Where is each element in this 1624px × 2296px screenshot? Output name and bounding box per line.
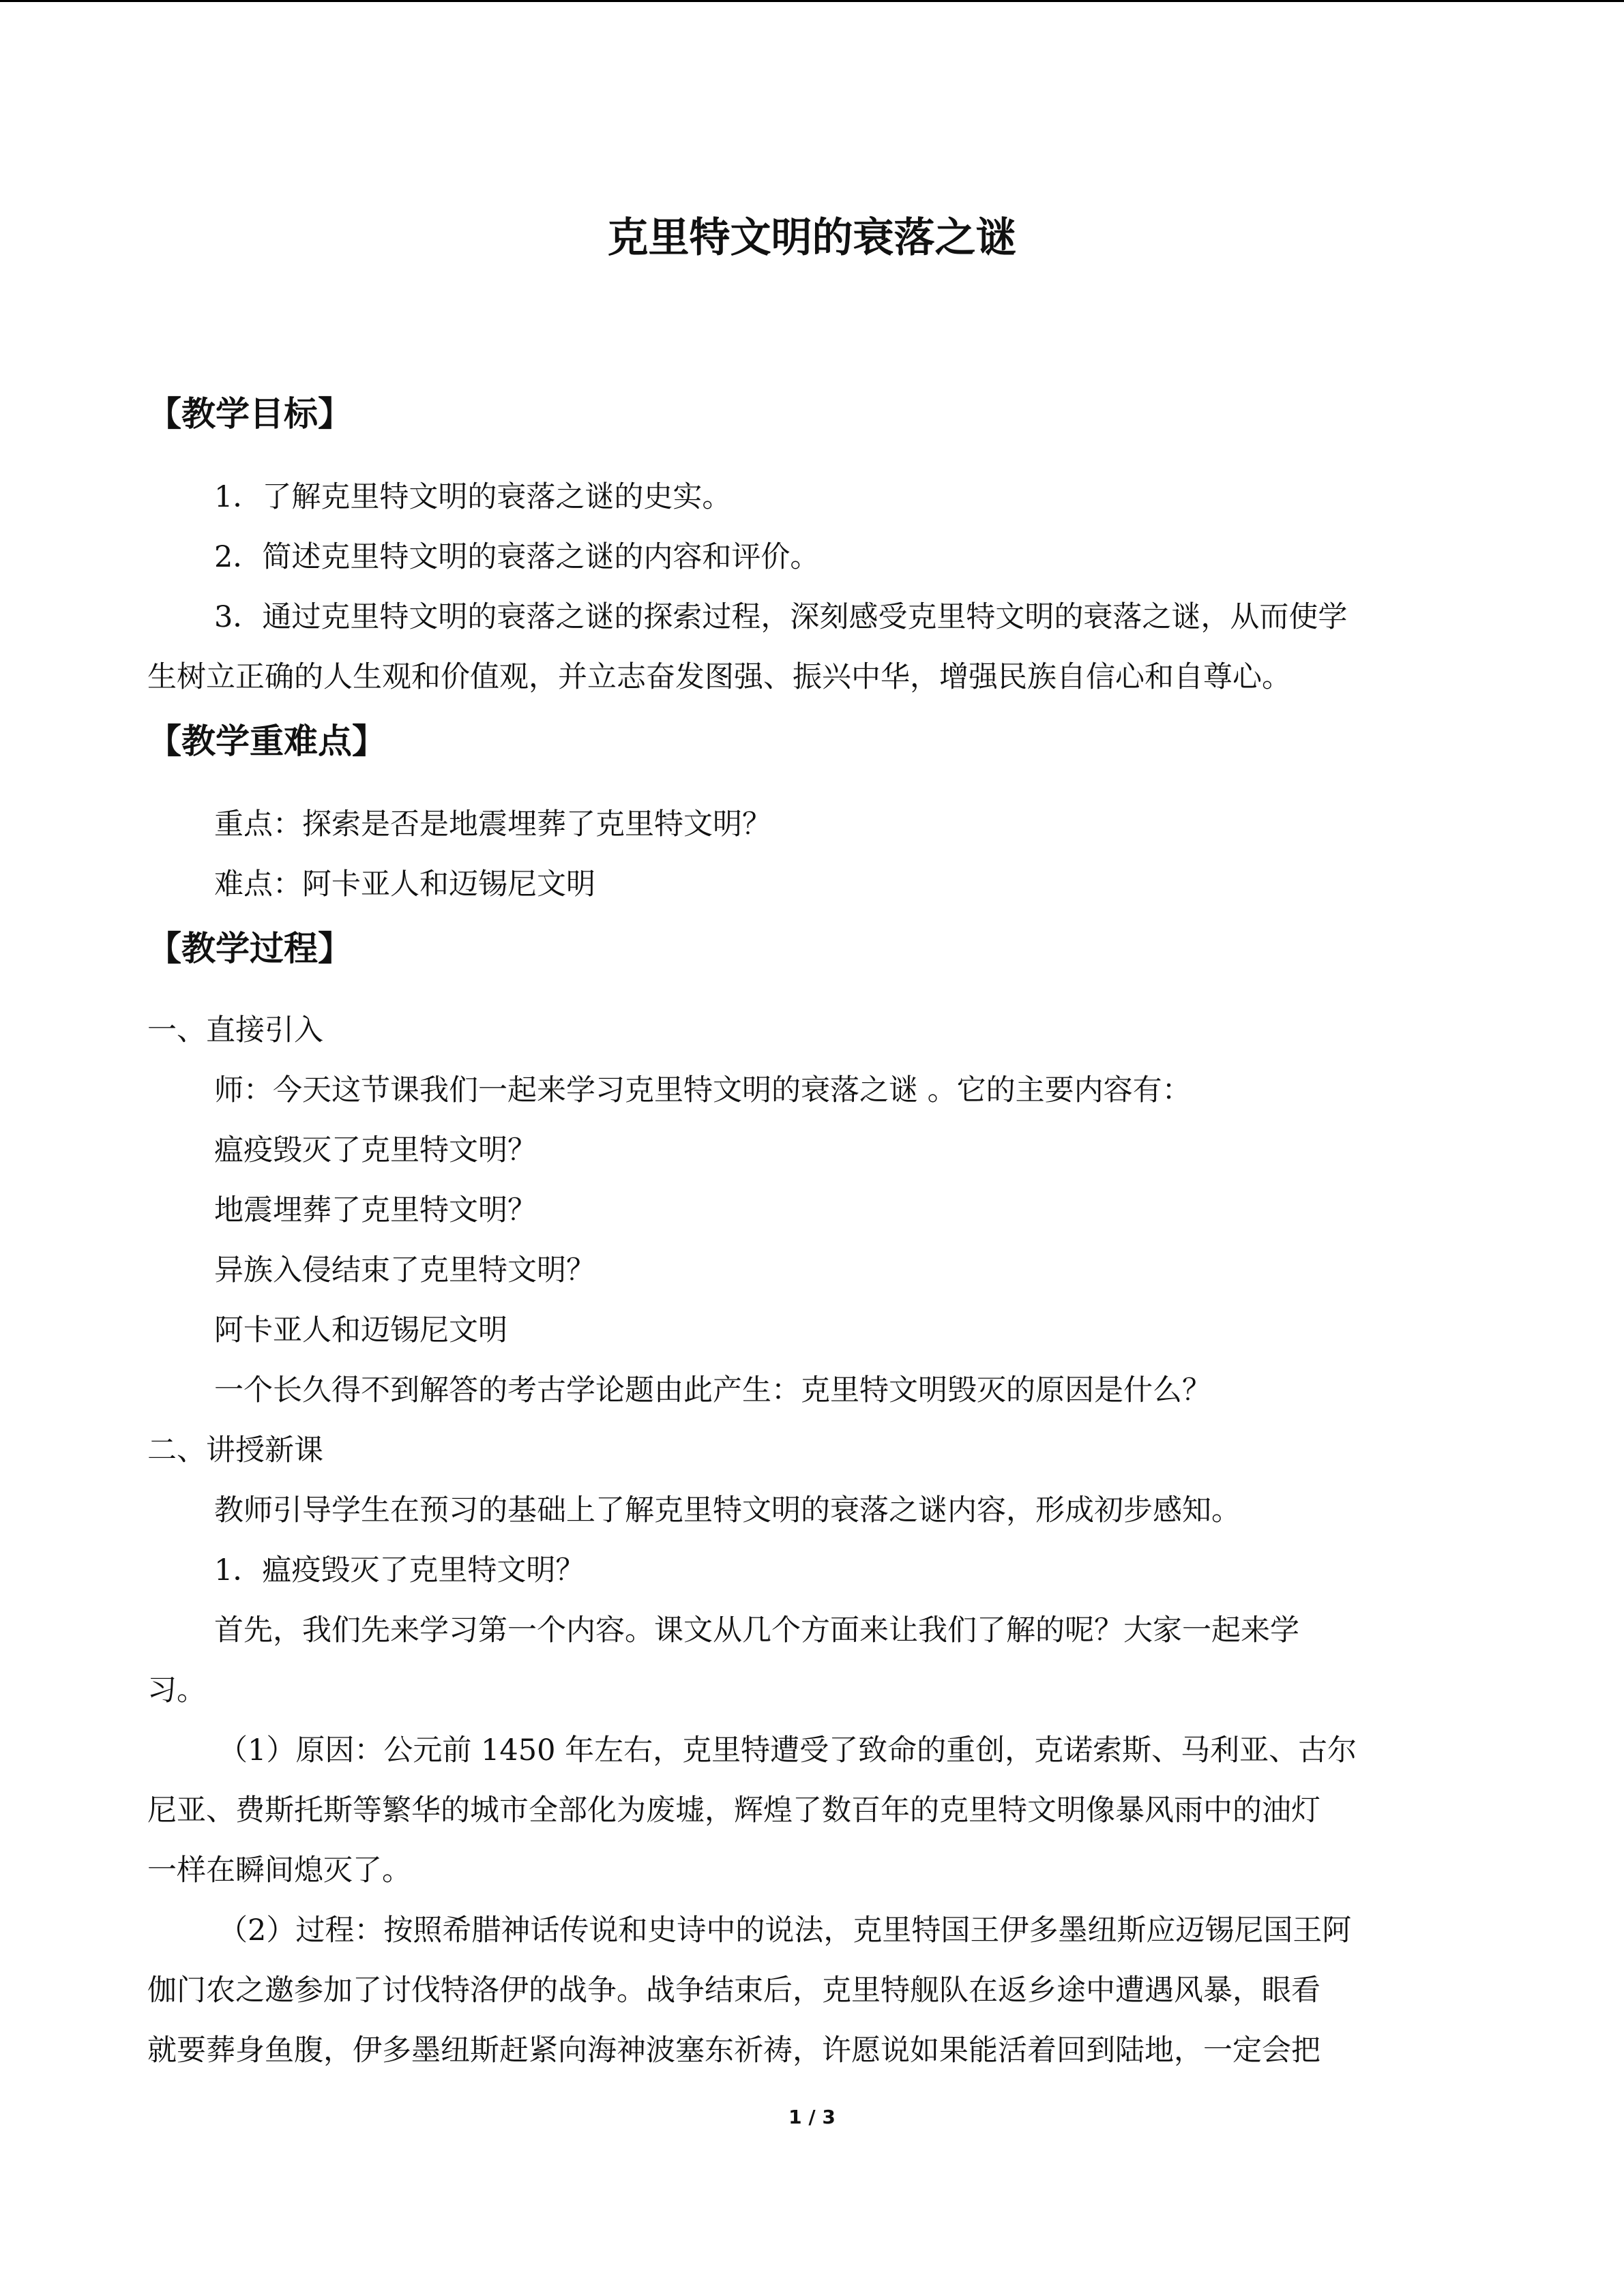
- key-points-heading: 【教学重难点】: [147, 721, 386, 761]
- process-line-7: 一个长久得不到解答的考古学论题由此产生：克里特文明毁灭的原因是什么？: [214, 1373, 1211, 1407]
- process-line-1: 一、直接引入: [147, 1013, 323, 1047]
- process-line-15: 一样在瞬间熄灭了。: [147, 1853, 411, 1888]
- key-point-line-1: 重点：探索是否是地震埋葬了克里特文明？: [214, 807, 771, 841]
- process-line-9: 教师引导学生在预习的基础上了解克里特文明的衰落之谜内容，形成初步感知。: [214, 1493, 1241, 1527]
- process-line-8: 二、讲授新课: [147, 1433, 323, 1467]
- process-line-6: 阿卡亚人和迈锡尼文明: [214, 1313, 507, 1347]
- objective-line-2: 2．简述克里特文明的衰落之谜的内容和评价。: [214, 540, 820, 574]
- process-line-4: 地震埋葬了克里特文明？: [214, 1193, 537, 1227]
- process-line-12: 习。: [147, 1673, 206, 1708]
- process-heading: 【教学过程】: [147, 929, 352, 968]
- objectives-heading: 【教学目标】: [147, 394, 352, 434]
- process-line-2: 师：今天这节课我们一起来学习克里特文明的衰落之谜 。它的主要内容有：: [214, 1073, 1192, 1107]
- process-line-17: 伽门农之邀参加了讨伐特洛伊的战争。战争结束后，克里特舰队在返乡途中遭遇风暴，眼看: [147, 1973, 1320, 2008]
- process-line-14: 尼亚、费斯托斯等繁华的城市全部化为废墟，辉煌了数百年的克里特文明像暴风雨中的油灯: [147, 1793, 1320, 1828]
- process-line-10: 1．瘟疫毁灭了克里特文明？: [214, 1553, 585, 1587]
- process-line-5: 异族入侵结束了克里特文明？: [214, 1253, 595, 1287]
- objective-line-3: 3．通过克里特文明的衰落之谜的探索过程，深刻感受克里特文明的衰落之谜，从而使学: [214, 600, 1348, 634]
- document-title: 克里特文明的衰落之谜: [607, 214, 1017, 262]
- process-line-16: （2）过程：按照希腊神话传说和史诗中的说法，克里特国王伊多墨纽斯应迈锡尼国王阿: [218, 1913, 1352, 1948]
- key-point-line-2: 难点：阿卡亚人和迈锡尼文明: [214, 867, 595, 901]
- process-line-13: （1）原因：公元前 1450 年左右，克里特遭受了致命的重创，克诺索斯、马利亚、古尔: [218, 1733, 1357, 1768]
- process-line-18: 就要葬身鱼腹，伊多墨纽斯赶紧向海神波塞东祈祷，许愿说如果能活着回到陆地，一定会把: [147, 2033, 1320, 2068]
- page-number: 1 / 3: [788, 2106, 836, 2128]
- process-line-3: 瘟疫毁灭了克里特文明？: [214, 1133, 537, 1167]
- process-line-11: 首先，我们先来学习第一个内容。课文从几个方面来让我们了解的呢？大家一起来学: [214, 1613, 1299, 1648]
- objective-line-4: 生树立正确的人生观和价值观，并立志奋发图强、振兴中华，增强民族自信心和自尊心。: [147, 660, 1291, 694]
- objective-line-1: 1．了解克里特文明的衰落之谜的史实。: [214, 480, 732, 514]
